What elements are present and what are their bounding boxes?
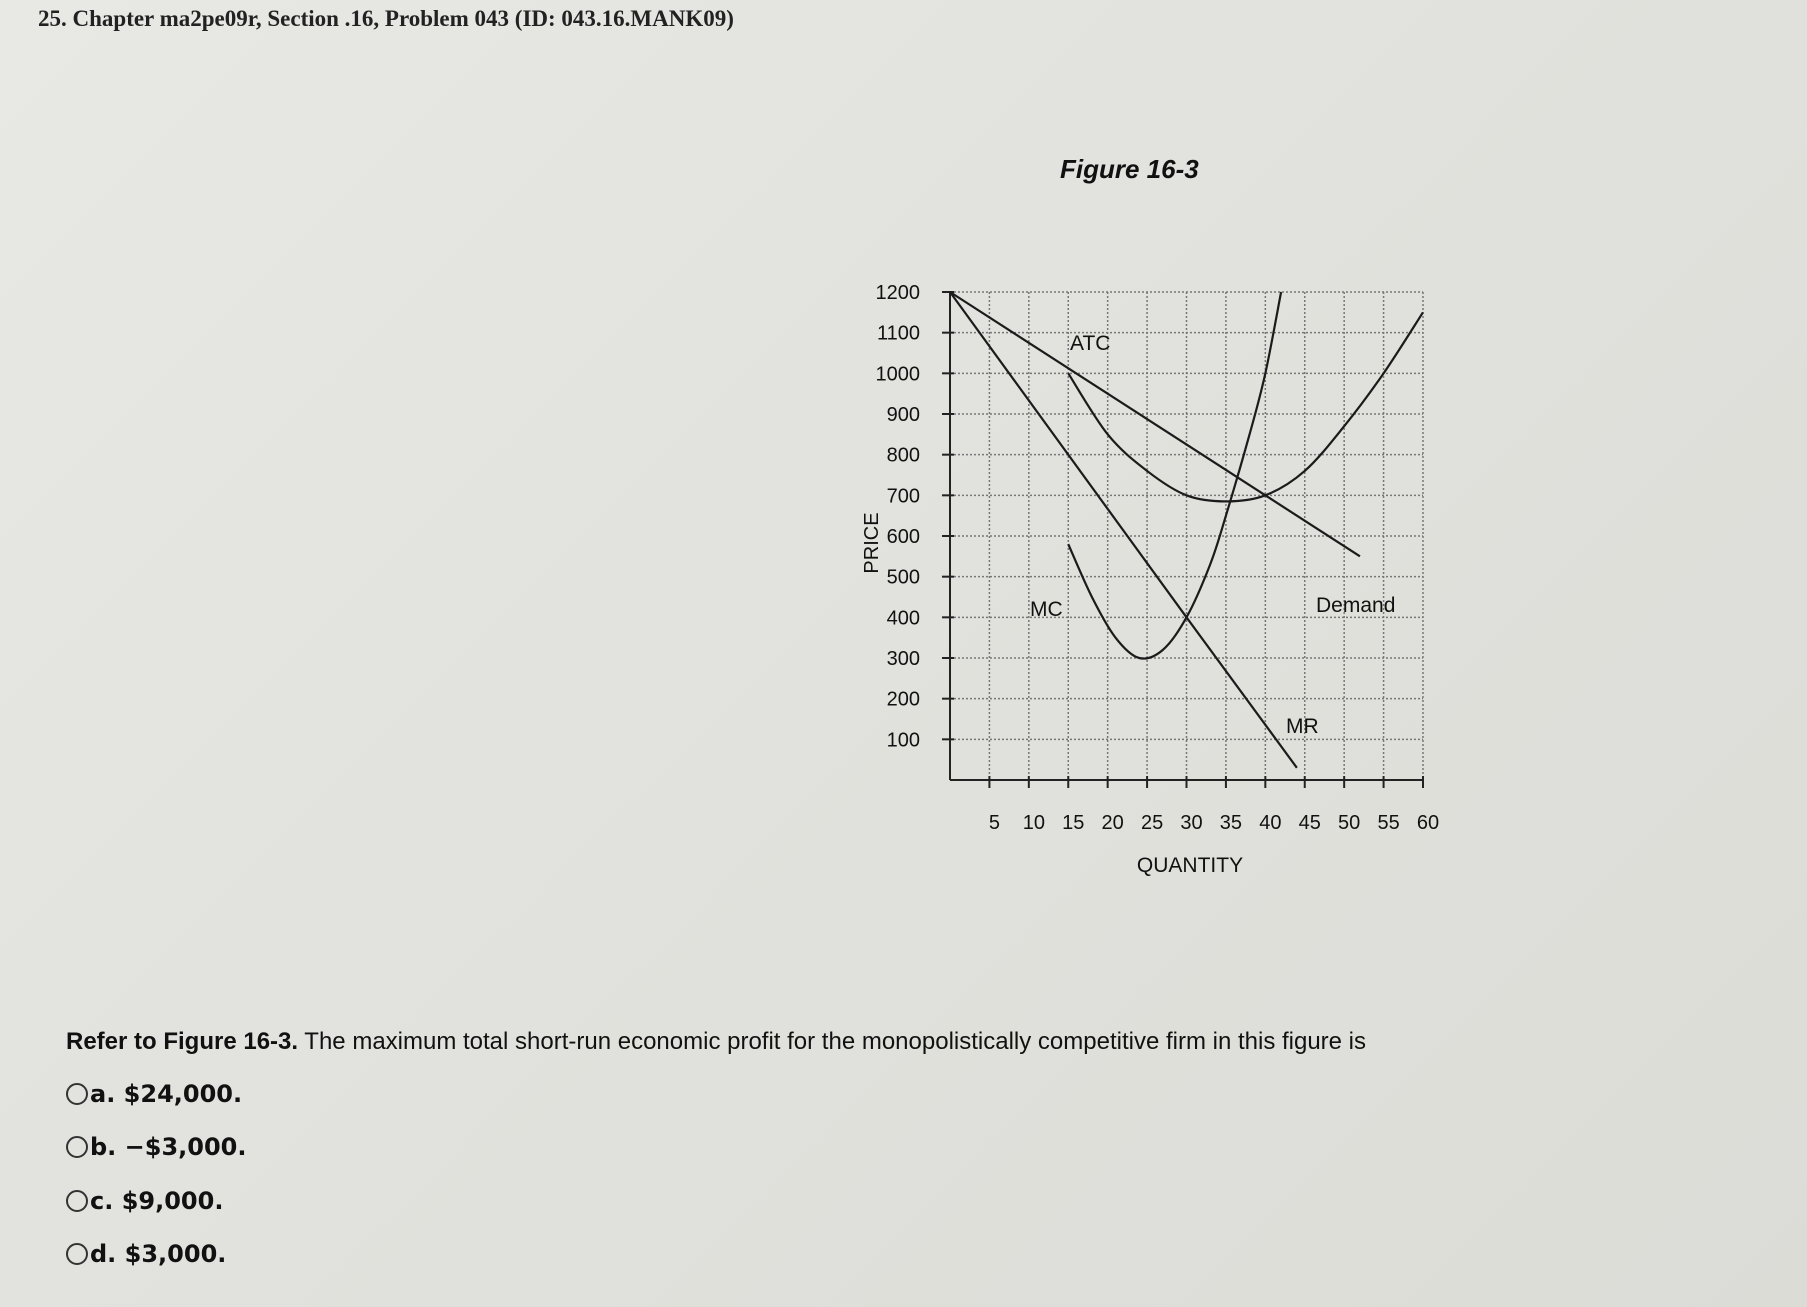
x-tick-label: 60	[1416, 812, 1440, 834]
y-tick-label: 200	[886, 688, 920, 711]
y-tick-label: 1100	[876, 322, 920, 345]
x-tick-label: 55	[1377, 812, 1400, 834]
question-text	[66, 1028, 1366, 1056]
option-value-c: $9,000.	[121, 1187, 224, 1215]
option-letter-b: b.	[90, 1133, 117, 1161]
y-tick-label: 1200	[875, 282, 920, 304]
chart-tick-labels	[876, 282, 1440, 834]
y-axis-label: PRICE	[861, 512, 883, 574]
mc-curve-label: MC	[1030, 598, 1063, 621]
x-tick-label: 30	[1180, 812, 1203, 834]
y-tick-label: 1000	[875, 363, 920, 386]
option-letter-d: d.	[90, 1240, 117, 1268]
radio-button-c[interactable]	[66, 1190, 88, 1212]
answer-option-b[interactable]	[66, 1133, 247, 1161]
y-tick-label: 700	[886, 485, 920, 508]
x-tick-label: 35	[1219, 812, 1243, 834]
x-tick-label: 10	[1022, 812, 1045, 834]
x-tick-label: 20	[1101, 812, 1124, 834]
demand-curve-label: Demand	[1316, 594, 1396, 617]
atc-curve-label: ATC	[1070, 332, 1111, 355]
figure-title: Figure 16-3	[1060, 154, 1199, 184]
option-letter-c: c.	[90, 1187, 114, 1215]
problem-title: 25. Chapter ma2pe09r, Section .16, Problem 043 (ID: 043.16.MANK09)	[38, 6, 734, 31]
option-letter-a: a.	[90, 1080, 116, 1108]
y-tick-label: 800	[886, 444, 920, 467]
mr-curve	[950, 292, 1297, 768]
option-value-b: −$3,000.	[124, 1133, 247, 1161]
option-value-a: $24,000.	[123, 1080, 243, 1108]
y-tick-label: 300	[886, 648, 920, 670]
x-tick-label: 40	[1259, 812, 1282, 834]
answer-option-a[interactable]	[66, 1080, 242, 1108]
chart-series-labels	[1030, 332, 1395, 738]
radio-button-d[interactable]	[66, 1243, 88, 1265]
x-tick-label: 25	[1140, 812, 1164, 834]
y-tick-label: 100	[886, 729, 920, 752]
x-tick-label: 45	[1298, 812, 1321, 834]
atc-curve	[1068, 312, 1423, 501]
x-tick-label: 15	[1062, 812, 1085, 834]
answer-option-c[interactable]	[66, 1187, 223, 1215]
y-tick-label: 500	[886, 566, 920, 589]
y-tick-label: 900	[886, 404, 920, 426]
x-axis-label: QUANTITY	[1136, 854, 1244, 877]
mr-curve-label: MR	[1286, 715, 1319, 738]
question-figure-ref: Refer to Figure 16-3.	[66, 1028, 299, 1055]
chart-axes	[942, 292, 1423, 788]
chart-grid	[950, 292, 1423, 780]
option-value-d: $3,000.	[124, 1240, 227, 1268]
y-tick-label: 400	[886, 607, 920, 630]
y-tick-label: 600	[886, 526, 920, 548]
x-tick-label: 50	[1338, 812, 1361, 834]
answer-option-d[interactable]	[66, 1240, 226, 1268]
radio-button-a[interactable]	[66, 1083, 88, 1105]
question-body: The maximum total short-run economic profit for the monopolistically competitive firm in this figure is	[298, 1028, 1367, 1055]
demand-curve	[950, 292, 1360, 556]
radio-button-b[interactable]	[66, 1136, 88, 1158]
x-tick-label: 5	[988, 812, 1000, 834]
